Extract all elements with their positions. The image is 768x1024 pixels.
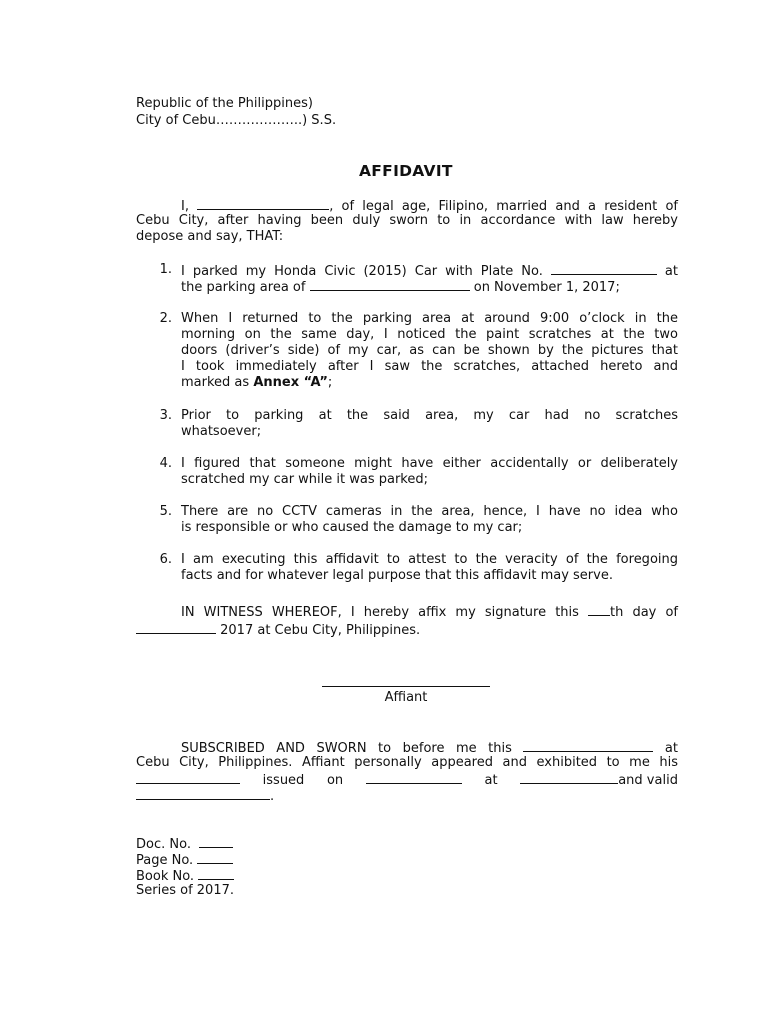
intro-i: I, [181, 199, 189, 214]
doc-no-blank [199, 835, 233, 848]
annex-label: Annex “A” [253, 375, 328, 390]
item-1-text-b: at [664, 264, 678, 279]
jurat-text-valid: and valid [618, 773, 678, 788]
item-2-line-4: I took immediately after I saw the scratches, attached hereto and [181, 359, 678, 374]
item-6-line-2: facts and for whatever legal purpose that this affidavit may serve. [181, 568, 613, 583]
book-no-blank [198, 867, 234, 880]
intro-line-3: depose and say, THAT: [136, 229, 284, 244]
item-2-line-1: When I returned to the parking area at around 9:00 o’clock in the [181, 311, 678, 326]
jurat-period: . [270, 789, 275, 804]
item-5-line-2: is responsible or who caused the damage to my car; [181, 520, 523, 535]
series-line: Series of 2017. [136, 883, 234, 898]
plate-number-blank [551, 262, 657, 275]
jurat-line-2: Cebu City, Philippines. Affiant personally appeared and exhibited to me his [136, 755, 678, 770]
validity-blank [136, 787, 270, 800]
affiant-label: Affiant [384, 690, 428, 705]
affiant-name-blank [197, 197, 329, 210]
item-3-line-1: Prior to parking at the said area, my car had no scratches [181, 408, 678, 423]
item-1-number: 1. [159, 262, 172, 277]
witness-text-c: 2017 at Cebu City, Philippines. [220, 623, 421, 638]
month-blank [136, 621, 216, 634]
issue-place-blank [520, 771, 618, 784]
item-4-line-1: I figured that someone might have either accidentally or deliberately [181, 456, 678, 471]
intro-rest: , of legal age, Filipino, married and a resident of [329, 199, 678, 214]
item-6-line-1: I am executing this affidavit to attest to the veracity of the foregoing [181, 552, 678, 567]
item-4-number: 4. [159, 456, 172, 471]
witness-text-a: IN WITNESS WHEREOF, I hereby affix my signature this [181, 605, 579, 620]
item-2-text-marked: marked as [181, 375, 250, 390]
page-no-blank [197, 851, 233, 864]
parking-area-blank [310, 278, 470, 291]
jurat-text-issued: issued [262, 773, 305, 788]
doc-no-label: Doc. No. [136, 837, 191, 852]
witness-text-b: th day of [610, 605, 678, 620]
item-5-line-1: There are no CCTV cameras in the area, hence, I have no idea who [181, 504, 678, 519]
witness-line-1 [181, 603, 678, 621]
jurat-text-on: on [326, 773, 344, 788]
page-no-label: Page No. [136, 853, 194, 868]
date-blank [523, 739, 653, 752]
jurat-text-at: at [484, 773, 498, 788]
item-1-text-d: on November 1, 2017; [473, 280, 620, 295]
item-1-text-a: I parked my Honda Civic (2015) Car with Plate No. [181, 264, 543, 279]
item-2-line-2: morning on the same day, I noticed the paint scratches at the two [181, 327, 678, 342]
item-1-line-2 [181, 278, 620, 296]
jurat-text-a: SUBSCRIBED AND SWORN to before me this [181, 741, 512, 756]
id-blank [136, 771, 240, 784]
book-no-label: Book No. [136, 869, 195, 884]
item-3-line-2: whatsoever; [181, 424, 262, 439]
item-2-semicolon: ; [327, 375, 333, 390]
item-3-number: 3. [159, 408, 172, 423]
jurat-text-b: at [664, 741, 678, 756]
item-2-number: 2. [159, 311, 172, 326]
jurat-line-4 [136, 787, 274, 805]
witness-line-2 [136, 621, 420, 639]
item-2-line-5 [181, 375, 332, 391]
caption-city: City of Cebu………………..) S.S. [136, 113, 337, 128]
caption-republic: Republic of the Philippines) [136, 96, 313, 111]
item-1-text-c: the parking area of [181, 280, 306, 295]
item-2-line-3: doors (driver’s side) of my car, as can be shown by the pictures that [181, 343, 678, 358]
item-4-line-2: scratched my car while it was parked; [181, 472, 429, 487]
affiant-signature-line [322, 686, 490, 687]
item-5-number: 5. [159, 504, 172, 519]
day-blank [588, 603, 610, 616]
item-6-number: 6. [159, 552, 172, 567]
issue-date-blank [366, 771, 462, 784]
document-title: AFFIDAVIT [359, 162, 453, 180]
intro-line-2: Cebu City, after having been duly sworn to in accordance with law hereby [136, 213, 678, 228]
